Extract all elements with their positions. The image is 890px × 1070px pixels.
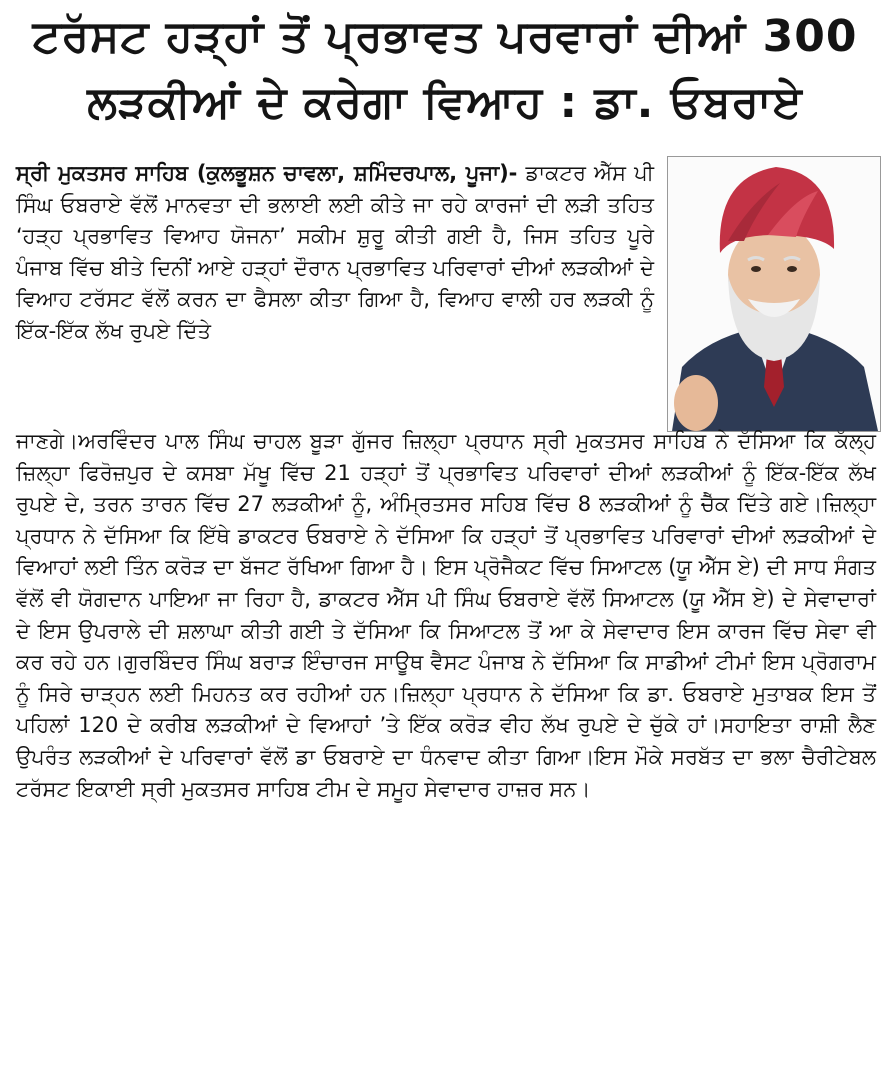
headline-line-2: ਲੜਕੀਆਂ ਦੇ ਕਰੇਗਾ ਵਿਆਹ : ਡਾ. ਓਬਰਾਏ	[87, 77, 803, 128]
article-paragraph-top: ਡਾਕਟਰ ਐੱਸ ਪੀ ਸਿੰਘ ਓਬਰਾਏ ਵੱਲੋਂ ਮਾਨਵਤਾ ਦੀ ਭਲਾਈ ਲਈ ਕੀਤੇ ਜਾ ਰਹੇ ਕਾਰਜਾਂ ਦੀ ਲੜੀ ਤਹਿਤ ‘ਹੜ੍ਹ ਪ੍ਰਭਾਵਿਤ ਵਿਆਹ ਯੋਜਨਾ’ ਸਕੀਮ ਸ਼ੁਰੂ ਕੀਤੀ ਗਈ ਹੈ, ਜਿਸ ਤਹਿਤ ਪੂਰੇ ਪੰਜਾਬ ਵਿੱਚ ਬੀਤੇ ਦਿਨੀਂ ਆਏ ਹੜ੍ਹਾਂ ਦੌਰਾਨ ਪ੍ਰਭਾਵਿਤ ਪਰਿਵਾਰਾਂ ਦੀਆਂ ਲੜਕੀਆਂ ਦੇ ਵਿਆਹ ਟਰੱਸਟ ਵੱਲੋਂ ਕਰਨ ਦਾ ਫੈਸਲਾ ਕੀਤਾ ਗਿਆ ਹੈ, ਵਿਆਹ ਵਾਲੀ ਹਰ ਲੜਕੀ ਨੂੰ ਇੱਕ-ਇੱਕ ਲੱਖ ਰੁਪਏ ਦਿੱਤੇ	[16, 161, 654, 343]
headline-line-1: ਟਰੱਸਟ ਹੜ੍ਹਾਂ ਤੋਂ ਪ੍ਰਭਾਵਤ ਪਰਵਾਰਾਂ ਦੀਆਂ 300	[32, 11, 858, 62]
article-body-top	[16, 158, 654, 347]
portrait-photo	[667, 156, 881, 432]
article-body-full	[16, 426, 876, 805]
portrait-illustration	[668, 157, 880, 431]
dateline: ਸ੍ਰੀ ਮੁਕਤਸਰ ਸਾਹਿਬ (ਕੁਲਭੂਸ਼ਨ ਚਾਵਲਾ, ਸ਼ਮਿੰਦਰਪਾਲ, ਪੂਜਾ)-	[16, 161, 518, 185]
article-paragraph-full: ਜਾਣਗੇ।ਅਰਵਿੰਦਰ ਪਾਲ ਸਿੰਘ ਚਾਹਲ ਬੂੜਾ ਗੁੱਜਰ ਜ਼ਿਲ੍ਹਾ ਪ੍ਰਧਾਨ ਸ੍ਰੀ ਮੁਕਤਸਰ ਸਾਹਿਬ ਨੇ ਦੱਸਿਆ ਕਿ ਕੱਲ੍ਹ ਜ਼ਿਲ੍ਹਾ ਫਿਰੋਜ਼ਪੁਰ ਦੇ ਕਸਬਾ ਮੱਖੂ ਵਿੱਚ 21 ਹੜ੍ਹਾਂ ਤੋਂ ਪ੍ਰਭਾਵਿਤ ਪਰਿਵਾਰਾਂ ਦੀਆਂ ਲੜਕੀਆਂ ਨੂੰ ਇੱਕ-ਇੱਕ ਲੱਖ ਰੁਪਏ ਦੇ, ਤਰਨ ਤਾਰਨ ਵਿੱਚ 27 ਲੜਕੀਆਂ ਨੂੰ, ਅੰਮ੍ਰਿਤਸਰ ਸਹਿਬ ਵਿੱਚ 8 ਲੜਕੀਆਂ ਨੂੰ ਚੈੱਕ ਦਿੱਤੇ ਗਏ।ਜ਼ਿਲ੍ਹਾ ਪ੍ਰਧਾਨ ਨੇ ਦੱਸਿਆ ਕਿ ਇੱਥੇ ਡਾਕਟਰ ਓਬਰਾਏ ਨੇ ਦੱਸਿਆ ਕਿ ਹੜ੍ਹਾਂ ਤੋਂ ਪ੍ਰਭਾਵਿਤ ਪਰਿਵਾਰਾਂ ਦੀਆਂ ਲੜਕੀਆਂ ਦੇ ਵਿਆਹਾਂ ਲਈ ਤਿੰਨ ਕਰੋੜ ਦਾ ਬੱਜਟ ਰੱਖਿਆ ਗਿਆ ਹੈ। ਇਸ ਪ੍ਰੋਜੈਕਟ ਵਿੱਚ ਸਿਆਟਲ (ਯੂ ਐੱਸ ਏ) ਦੀ ਸਾਧ ਸੰਗਤ ਵੱਲੋਂ ਵੀ ਯੋਗਦਾਨ ਪਾਇਆ ਜਾ ਰਿਹਾ ਹੈ, ਡਾਕਟਰ ਐੱਸ ਪੀ ਸਿੰਘ ਓਬਰਾਏ ਵੱਲੋਂ ਸਿਆਟਲ (ਯੂ ਐੱਸ ਏ) ਦੇ ਸੇਵਾਦਾਰਾਂ ਦੇ ਇਸ ਉਪਰਾਲੇ ਦੀ ਸ਼ਲਾਘਾ ਕੀਤੀ ਗਈ ਤੇ ਦੱਸਿਆ ਕਿ ਸਿਆਟਲ ਤੋਂ ਆ ਕੇ ਸੇਵਾਦਾਰ ਇਸ ਕਾਰਜ ਵਿੱਚ ਸੇਵਾ ਵੀ ਕਰ ਰਹੇ ਹਨ।ਗੁਰਬਿੰਦਰ ਸਿੰਘ ਬਰਾੜ ਇੰਚਾਰਜ ਸਾਊਥ ਵੈਸਟ ਪੰਜਾਬ ਨੇ ਦੱਸਿਆ ਕਿ ਸਾਡੀਆਂ ਟੀਮਾਂ ਇਸ ਪ੍ਰੋਗਰਾਮ ਨੂੰ ਸਿਰੇ ਚਾੜ੍ਹਨ ਲਈ ਮਿਹਨਤ ਕਰ ਰਹੀਆਂ ਹਨ।ਜ਼ਿਲ੍ਹਾ ਪ੍ਰਧਾਨ ਨੇ ਦੱਸਿਆ ਕਿ ਡਾ. ਓਬਰਾਏ ਮੁਤਾਬਕ ਇਸ ਤੋਂ ਪਹਿਲਾਂ 120 ਦੇ ਕਰੀਬ ਲੜਕੀਆਂ ਦੇ ਵਿਆਹਾਂ ’ਤੇ ਇੱਕ ਕਰੋੜ ਵੀਹ ਲੱਖ ਰੁਪਏ ਦੇ ਚੁੱਕੇ ਹਾਂ।ਸਹਾਇਤਾ ਰਾਸ਼ੀ ਲੈਣ ਉਪਰੰਤ ਲੜਕੀਆਂ ਦੇ ਪਰਿਵਾਰਾਂ ਵੱਲੋਂ ਡਾ ਓਬਰਾਏ ਦਾ ਧੰਨਵਾਦ ਕੀਤਾ ਗਿਆ।ਇਸ ਮੌਕੇ ਸਰਬੱਤ ਦਾ ਭਲਾ ਚੈਰੀਟੇਬਲ ਟਰੱਸਟ ਇਕਾਈ ਸ੍ਰੀ ਮੁਕਤਸਰ ਸਾਹਿਬ ਟੀਮ ਦੇ ਸਮੂਹ ਸੇਵਾਦਾਰ ਹਾਜ਼ਰ ਸਨ।	[16, 429, 876, 801]
headline	[0, 4, 890, 136]
